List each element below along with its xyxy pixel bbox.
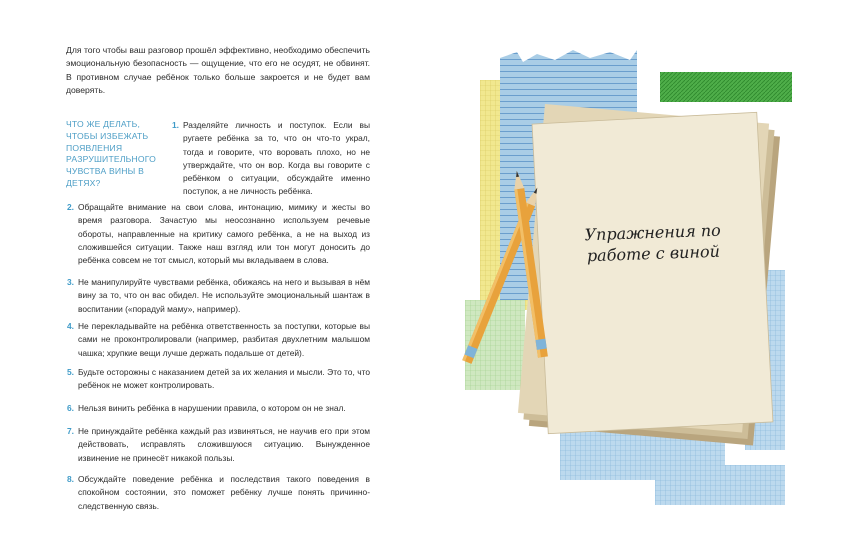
item-number: 5. (67, 367, 74, 377)
list-item (67, 402, 370, 415)
item-text: Не манипулируйте чувствами ребёнка, обижаясь на него и вызывая в нём вину за то, что он вас обидел. Не используйте эмоциональный шантаж в воспитании («порадуй маму», например). (78, 277, 370, 314)
paper-collage-illustration (425, 0, 850, 559)
item-text: Разделяйте личность и поступок. Если вы ругаете ребёнка за то, что он что-то украл, тогда и говорите, что воровать плохо, но не утверждайте, что он вор. Когда вы говорите с ребёнком о ситуации, обсуждайте именно поступок, а не личность ребёнка. (183, 120, 370, 197)
sidebar-question: ЧТО ЖЕ ДЕЛАТЬ, ЧТОБЫ ИЗБЕЖАТЬ ПОЯВЛЕНИЯ РАЗРУШИТЕЛЬНОГО ЧУВСТВА ВИНЫ В ДЕТЯХ? (66, 119, 157, 188)
right-page (425, 0, 850, 559)
list-item (67, 366, 370, 393)
item-text: Будьте осторожны с наказанием детей за их желания и мысли. Это то, что ребёнок не может контролировать. (78, 367, 370, 391)
blue-grid-paper-bottom-2 (655, 465, 785, 505)
item-number: 7. (67, 426, 74, 436)
item-number: 8. (67, 474, 74, 484)
list-item (172, 119, 370, 199)
list-item (67, 276, 370, 316)
item-text: Не перекладывайте на ребёнка ответственность за поступки, которые вы сами не проконтролировали (например, разбитая двухлетним малышом чашка; хрупкие вещи лучше держать подальше от детей). (78, 321, 370, 358)
item-number: 6. (67, 403, 74, 413)
title-sheet (532, 112, 773, 433)
item-text: Нельзя винить ребёнка в нарушении правила, о котором он не знал. (78, 403, 346, 413)
item-number: 2. (67, 202, 74, 212)
green-hatched-strip (660, 72, 792, 102)
chapter-title: Упражнения по работе с виной (584, 220, 722, 266)
list-item (67, 320, 370, 360)
list-item (67, 201, 370, 267)
intro-paragraph: Для того чтобы ваш разговор прошёл эффективно, необходимо обеспечить эмоциональную безопасность — ощущение, что его не осудят, не обвинят. В противном случае ребёнок только больше закроется и не будет вам доверять. (66, 45, 370, 96)
item-number: 3. (67, 277, 74, 287)
list-item (67, 473, 370, 513)
item-text: Обращайте внимание на свои слова, интонацию, мимику и жесты во время разговора. Зачастую мы неосознанно используем речевые обороты, направленные на критику самого ребёнка, а не на выход из сложившейся ситуации. Также наш взгляд или тон могут доносить до ребёнка совсем не тот смысл, который мы вкладываем в слова. (78, 202, 370, 266)
item-text: Не принуждайте ребёнка каждый раз извиняться, не научив его при этом действовать, исправлять сложившуюся ситуацию. Вынужденное извинение не принесёт никакой пользы. (78, 426, 370, 463)
item-number: 4. (67, 321, 74, 331)
item-number: 1. (172, 120, 179, 130)
item-text: Обсуждайте поведение ребёнка и последствия такого поведения в спокойном состоянии, это поможет ребёнку лучше понять причинно-следственную связь. (78, 474, 370, 511)
list-item (67, 425, 370, 465)
